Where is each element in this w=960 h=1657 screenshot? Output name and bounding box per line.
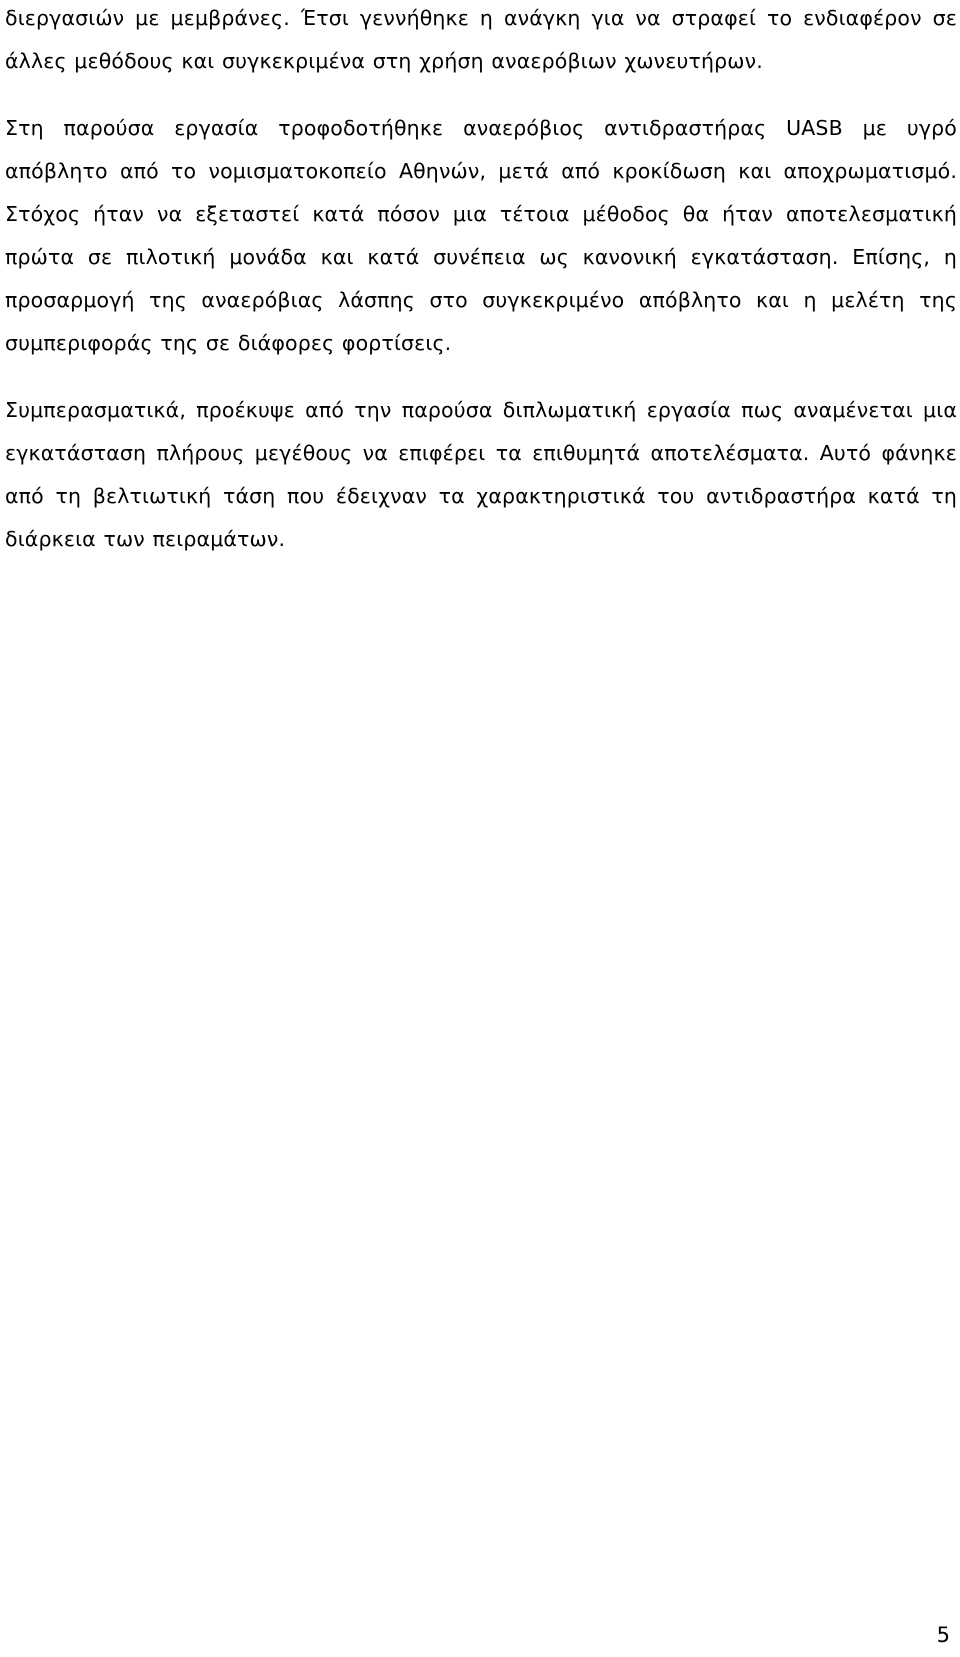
page-number: 5 (936, 1623, 950, 1647)
paragraph-uasb-reactor: Στη παρούσα εργασία τροφοδοτήθηκε αναερόβιος αντιδραστήρας UASB με υγρό απόβλητο από το νομισματοκοπείο Αθηνών, μετά από κροκίδωση και αποχρωματισμό. Στόχος ήταν να εξεταστεί κατά πόσον μια τέτοια μέθοδος θα ήταν αποτελεσματική πρώτα σε πιλοτική μονάδα και κατά συνέπεια ως κανονική εγκατάσταση. Επίσης, η προσαρμογή της αναερόβιας λάσπης στο συγκεκριμένο απόβλητο και η μελέτη της συμπεριφοράς της σε διάφορες φορτίσεις. (5, 116, 957, 355)
body-text (5, 0, 957, 561)
paragraph-continuation: διεργασιών με μεμβράνες. Έτσι γεννήθηκε η ανάγκη για να στραφεί το ενδιαφέρον σε άλλες μεθόδους και συγκεκριμένα στη χρήση αναερόβιων χωνευτήρων. (5, 6, 957, 73)
paragraph-conclusions: Συμπερασματικά, προέκυψε από την παρούσα διπλωματική εργασία πως αναμένεται μια εγκατάσταση πλήρους μεγέθους να επιφέρει τα επιθυμητά αποτελέσματα. Αυτό φάνηκε από τη βελτιωτική τάση που έδειχναν τα χαρακτηριστικά του αντιδραστήρα κατά τη διάρκεια των πειραμάτων. (5, 398, 957, 551)
